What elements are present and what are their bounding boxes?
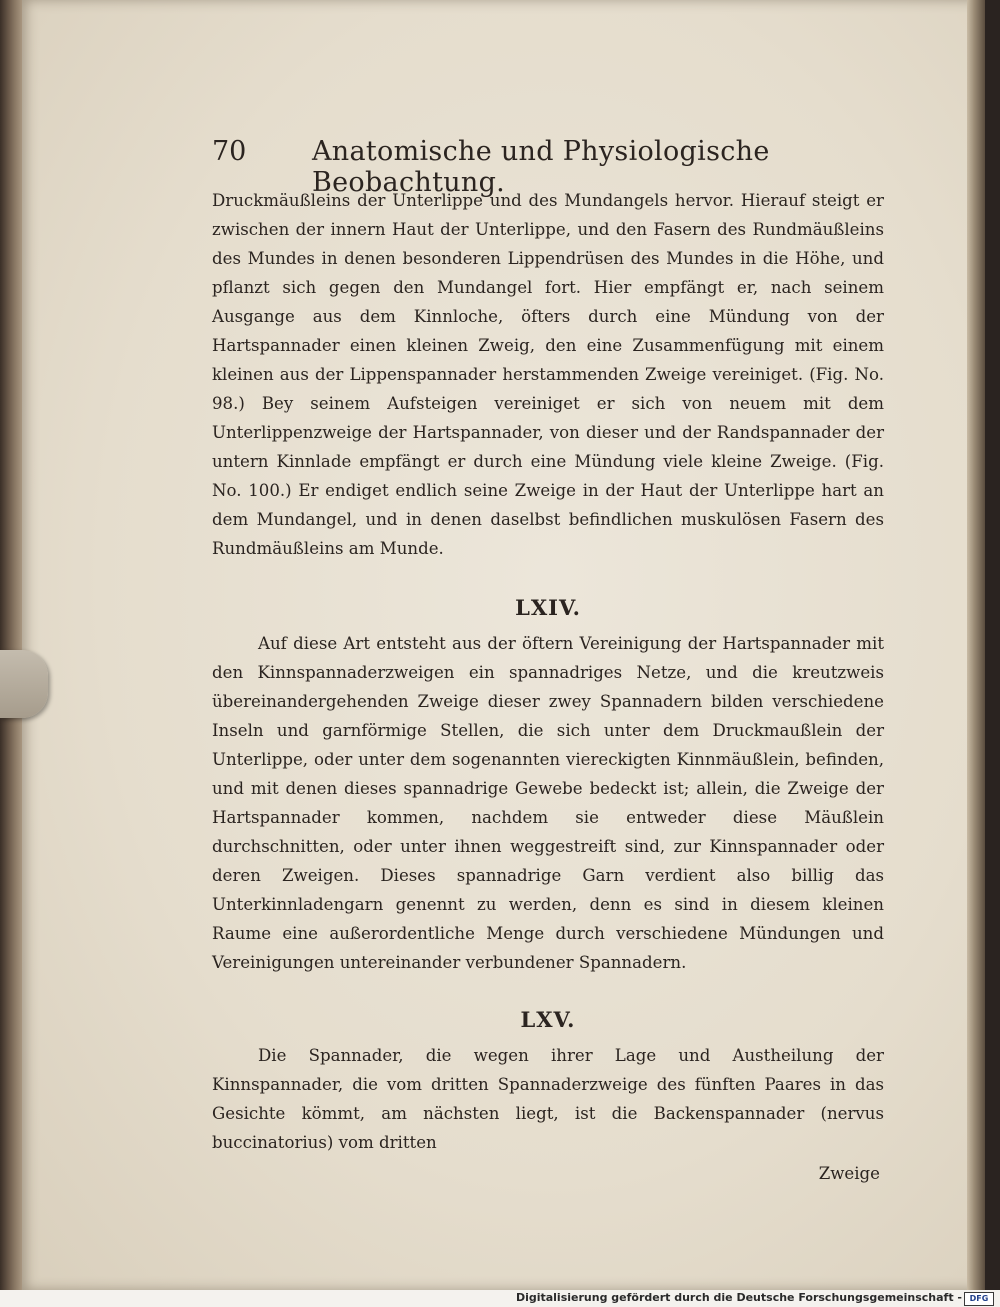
page-body bbox=[212, 186, 884, 1188]
intro-paragraph: Druckmäußleins der Unterlippe und des Mundangels hervor. Hierauf steigt er zwischen der innern Haut der Unterlippe, und den Fasern des Rundmäußleins des Mundes in denen besonderen Lippendrüsen des Mundes in die Höhe, und pflanzt sich gegen den Mundangel fort. Hier empfängt er, nach seinem Ausgange aus dem Kinnloche, öfters durch eine Mündung von der Hartspannader einen kleinen Zweig, den eine Zusammenfügung mit einem kleinen aus der Lippenspannader herstammenden Zweige vereiniget. (Fig. No. 98.) Bey seinem Aufsteigen vereiniget er sich von neuem mit dem Unterlippenzweige der Hartspannader, von dieser und der Randspannader der untern Kinnlade empfängt er durch eine Mündung viele kleine Zweige. (Fig. No. 100.) Er endiget endlich seine Zweige in der Haut der Unterlippe hart an dem Mundangel, und in denen daselbst befindlichen muskulösen Fasern des Rundmäußleins am Munde. bbox=[212, 191, 884, 558]
running-title: Anatomische und Physiologische Beobachtung. bbox=[312, 136, 770, 198]
section-paragraph: Die Spannader, die wegen ihrer Lage und Austheilung der Kinnspannader, die vom dritten Spannaderzweige des fünften Paares in das Gesichte kömmt, am nächsten liegt, ist die Backenspannader (nervus buccinatorius) vom dritten bbox=[212, 1046, 884, 1152]
page-clip-tab bbox=[0, 650, 48, 718]
dfg-logo-icon: DFG bbox=[964, 1292, 994, 1306]
book-binding bbox=[0, 0, 22, 1290]
page-number: 70 bbox=[212, 136, 247, 167]
section-heading: LXIV. bbox=[515, 595, 581, 620]
catchword: Zweige bbox=[818, 1164, 880, 1183]
section-paragraph: Auf diese Art entsteht aus der öftern Vereinigung der Hartspannader mit den Kinnspannaderzweigen ein spannadriges Netze, und die kreutzweis übereinandergehenden Zweige dieser zwey Spannadern bilden verschiedene Inseln und garnförmige Stellen, die sich unter dem Druckmaußlein der Unterlippe, oder unter dem sogenannten viereckigten Kinnmäußlein, befinden, und mit denen dieses spannadrige Gewebe bedeckt ist; allein, die Zweige der Hartspannader kommen, nachdem sie entweder diese Mäußlein durchschnitten, oder unter ihnen weggestreift sind, zur Kinnspannader oder deren Zweigen. Dieses spannadrige Garn verdient also billig das Unterkinnladengarn genennt zu werden, denn es sind in diesem kleinen Raume eine außerordentliche Menge durch verschiedene Mündungen und Vereinigungen untereinander verbundener Spannadern. bbox=[212, 634, 884, 972]
section-heading: LXV. bbox=[520, 1007, 576, 1032]
page-edge bbox=[967, 0, 985, 1290]
footer-bar bbox=[0, 1290, 1000, 1307]
funding-credit: Digitalisierung gefördert durch die Deutsche Forschungsgemeinschaft - bbox=[515, 1291, 962, 1304]
